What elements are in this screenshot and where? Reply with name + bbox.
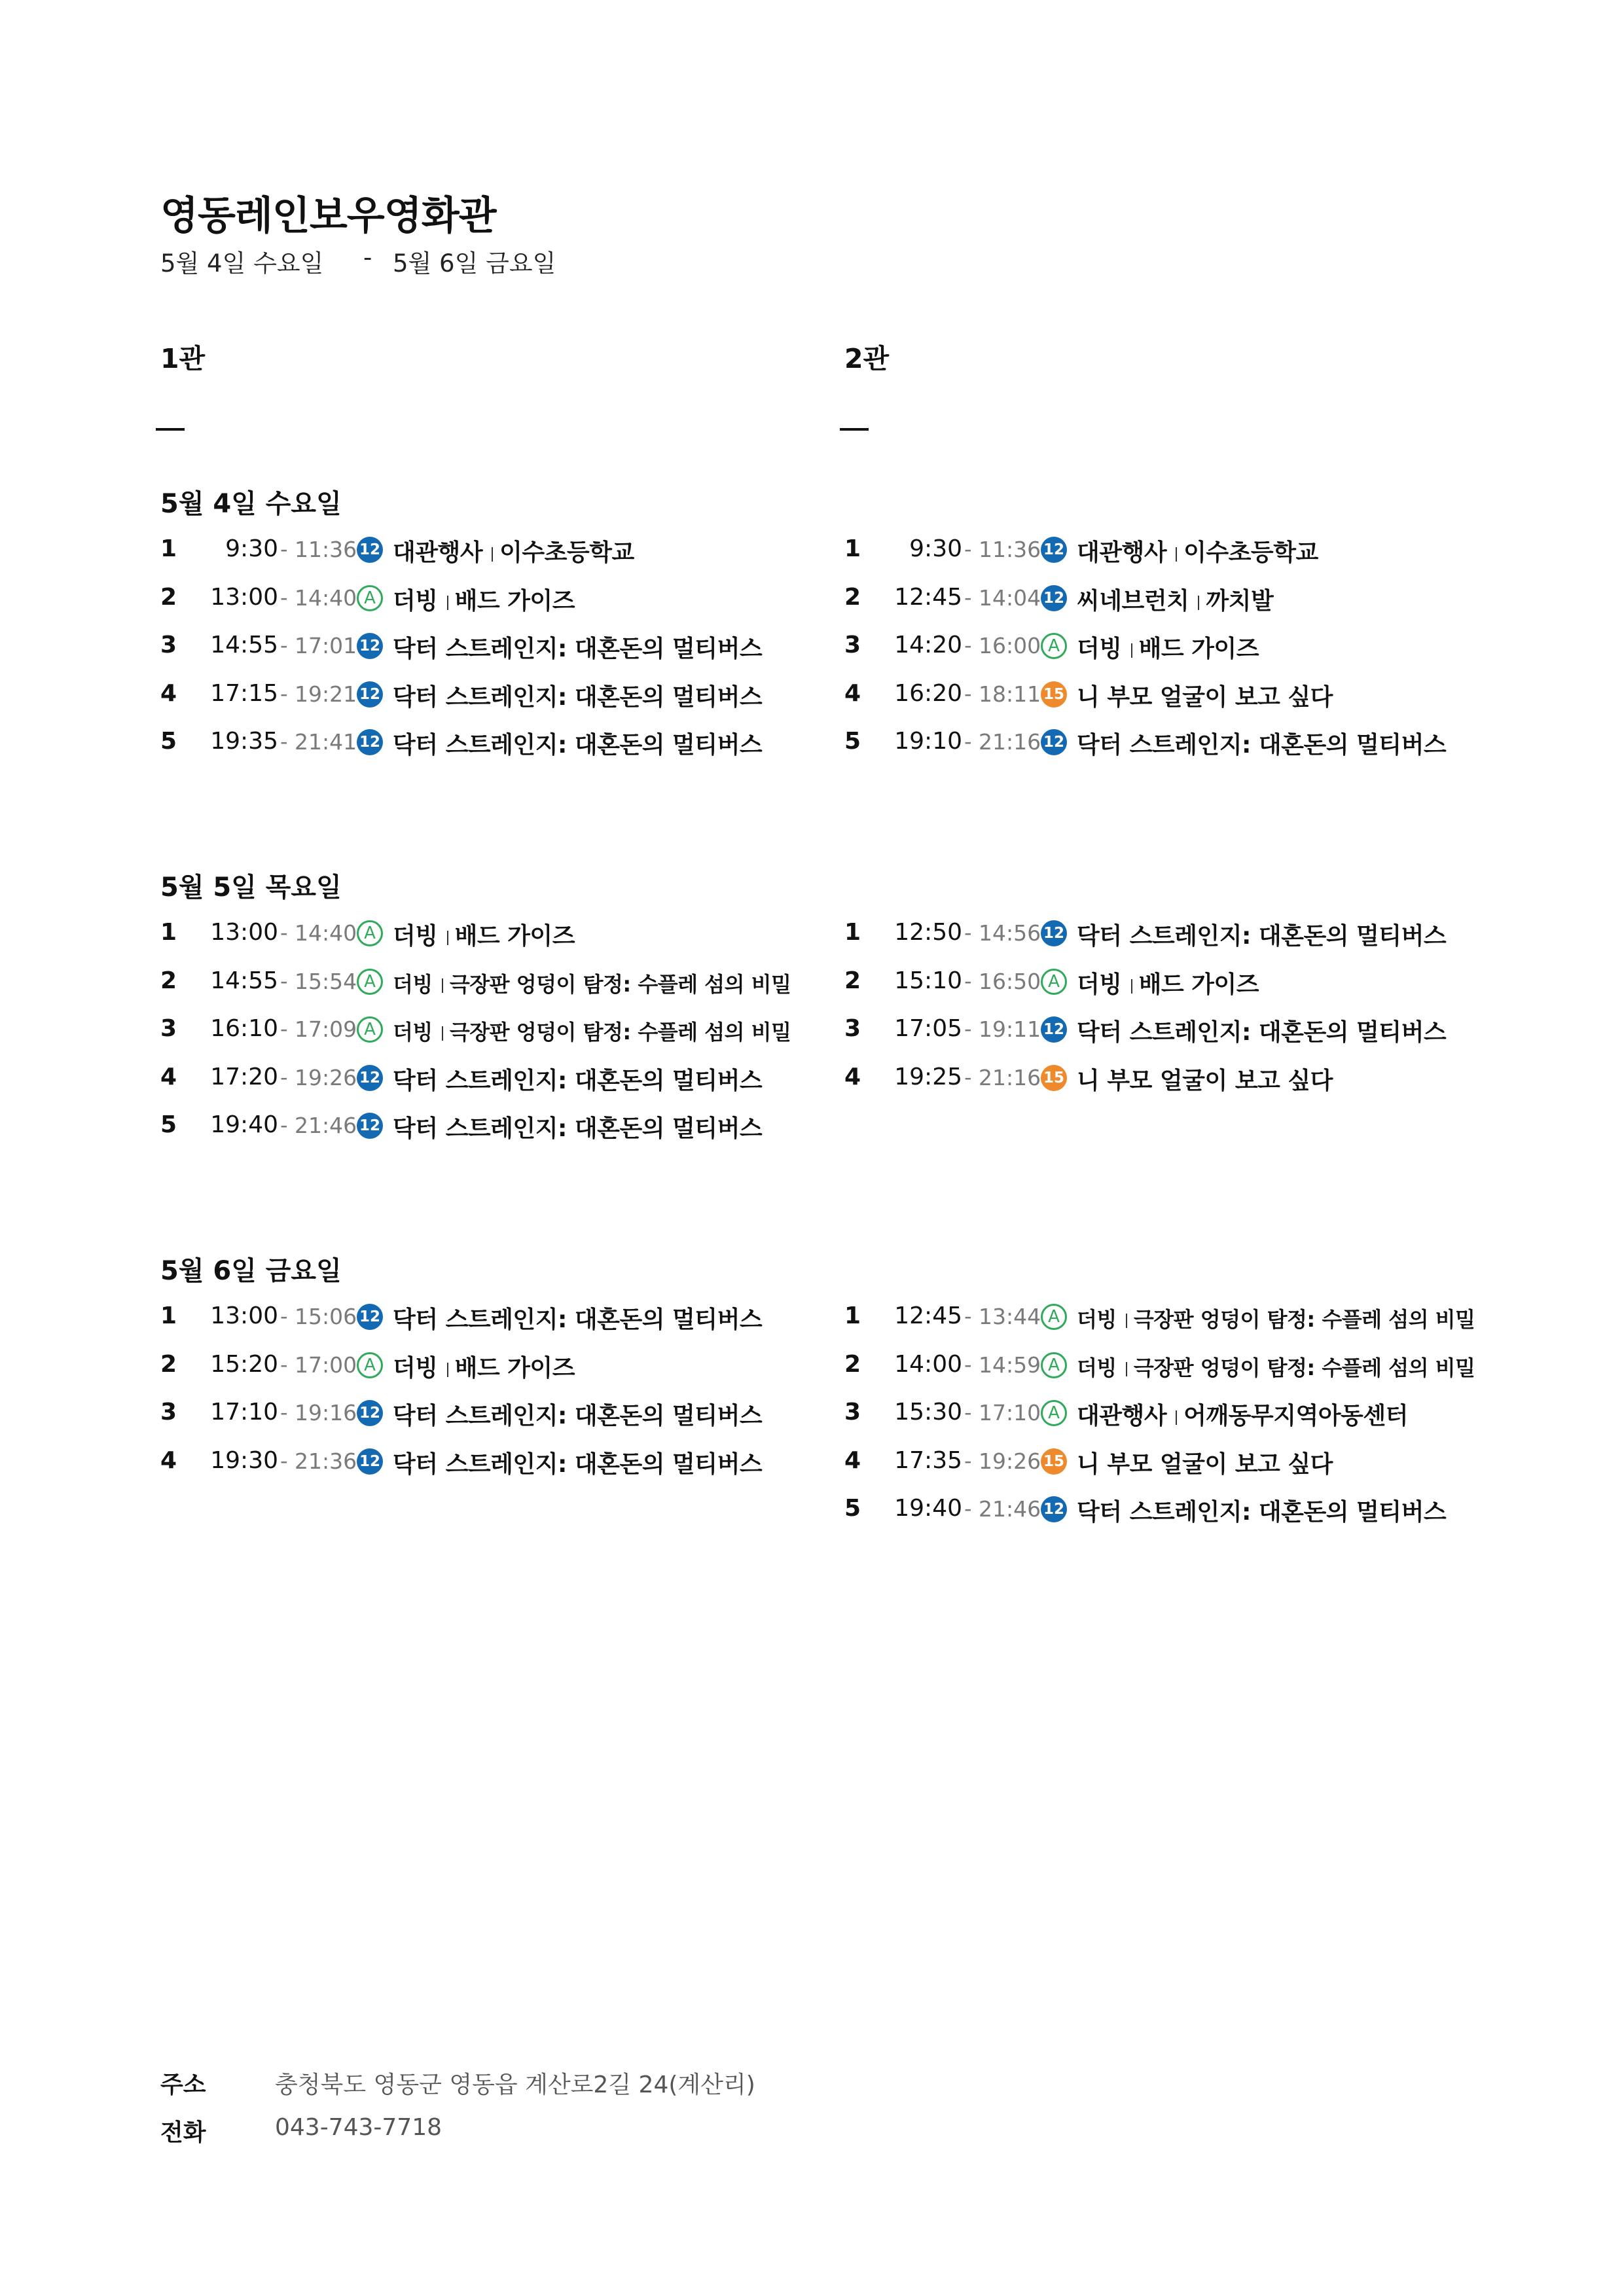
time-separator: - xyxy=(964,633,972,658)
time-separator: - xyxy=(280,1400,288,1425)
film-title xyxy=(1077,1397,1408,1431)
divider xyxy=(1176,1410,1177,1425)
end-time: 19:26 xyxy=(979,1448,1041,1474)
end-time: 17:09 xyxy=(295,1016,357,1042)
start-time: 17:05 xyxy=(894,1015,962,1042)
rating-badge-icon: A xyxy=(357,969,383,995)
rating-badge-icon: A xyxy=(1041,1304,1067,1330)
end-time: 17:01 xyxy=(295,633,357,658)
time-separator: - xyxy=(964,537,972,562)
film-title xyxy=(393,1110,762,1143)
screening-number: 5 xyxy=(844,1495,861,1522)
film-name: 더빙 xyxy=(393,923,438,950)
time-separator: - xyxy=(280,729,288,754)
start-time: 13:00 xyxy=(210,1302,278,1329)
date-start: 5월 4일 수요일 xyxy=(160,249,324,278)
rating-badge-icon: 12 xyxy=(357,1065,383,1091)
screening-number: 2 xyxy=(160,1350,177,1378)
end-time: 21:46 xyxy=(295,1113,357,1138)
end-time: 17:00 xyxy=(295,1352,357,1378)
film-name: 대관행사 xyxy=(393,539,483,566)
page-title: 영동레인보우영화관 xyxy=(160,193,496,239)
film-title xyxy=(393,583,575,616)
film-name: 닥터 스트레인지: 대혼돈의 멀티버스 xyxy=(1077,1019,1447,1046)
film-subtitle: 까치발 xyxy=(1206,587,1274,615)
end-time: 14:59 xyxy=(979,1352,1041,1378)
film-title xyxy=(393,1016,791,1046)
time-separator: - xyxy=(280,1064,288,1090)
time-separator: - xyxy=(280,1016,288,1041)
start-time: 17:15 xyxy=(210,679,278,707)
film-subtitle: 배드 가이즈 xyxy=(454,1354,575,1382)
rating-badge-icon: 15 xyxy=(1041,1065,1067,1091)
divider xyxy=(447,1363,448,1377)
film-name: 닥터 스트레인지: 대혼돈의 멀티버스 xyxy=(393,1306,763,1333)
film-title xyxy=(1077,534,1318,567)
rating-badge-icon: 12 xyxy=(357,1113,383,1139)
address-value: 충청북도 영동군 영동읍 계산로2길 24(계산리) xyxy=(275,2072,755,2098)
time-separator: - xyxy=(280,633,288,658)
screening-number: 3 xyxy=(844,1015,861,1042)
time-separator: - xyxy=(280,1113,288,1138)
divider xyxy=(1198,596,1199,610)
film-subtitle: 극장판 엉덩이 탐정: 수플레 섬의 비밀 xyxy=(1133,1355,1475,1380)
screening-number: 5 xyxy=(160,1111,177,1138)
screening-number: 3 xyxy=(844,1399,861,1426)
end-time: 21:36 xyxy=(295,1448,357,1474)
film-name: 더빙 xyxy=(1077,1307,1117,1332)
end-time: 21:16 xyxy=(979,1064,1041,1090)
rating-badge-icon: 12 xyxy=(1041,1016,1067,1043)
rating-badge-icon: 12 xyxy=(1041,1496,1067,1522)
time-separator: - xyxy=(280,920,288,945)
time-separator: - xyxy=(964,681,972,706)
film-name: 더빙 xyxy=(393,971,433,997)
rating-badge-icon: A xyxy=(1041,969,1067,995)
divider xyxy=(447,931,448,945)
film-name: 니 부모 얼굴이 보고 싶다 xyxy=(1077,683,1333,711)
film-name: 니 부모 얼굴이 보고 싶다 xyxy=(1077,1067,1333,1094)
address-label: 주소 xyxy=(160,2072,206,2098)
film-title xyxy=(1077,679,1333,712)
rating-badge-icon: 15 xyxy=(1041,681,1067,708)
film-title xyxy=(1077,1014,1446,1047)
film-title xyxy=(1077,630,1259,664)
start-time: 9:30 xyxy=(225,535,278,562)
end-time: 13:44 xyxy=(979,1304,1041,1329)
date-end: 5월 6일 금요일 xyxy=(393,249,556,278)
date-separator: - xyxy=(363,243,372,272)
screening-number: 4 xyxy=(160,1063,177,1090)
time-separator: - xyxy=(964,729,972,754)
film-title xyxy=(1077,966,1259,999)
start-time: 9:30 xyxy=(909,535,962,562)
start-time: 14:20 xyxy=(894,632,962,658)
start-time: 13:00 xyxy=(210,583,278,611)
rating-badge-icon: 12 xyxy=(357,1304,383,1330)
film-name: 닥터 스트레인지: 대혼돈의 멀티버스 xyxy=(393,1403,763,1429)
time-separator: - xyxy=(964,920,972,945)
start-time: 17:35 xyxy=(894,1446,962,1474)
end-time: 21:41 xyxy=(295,729,357,755)
end-time: 15:06 xyxy=(295,1304,357,1329)
rating-badge-icon: 12 xyxy=(357,1400,383,1426)
film-title xyxy=(1077,1446,1333,1479)
divider xyxy=(1131,979,1132,994)
rating-badge-icon: 12 xyxy=(1041,729,1067,755)
end-time: 19:21 xyxy=(295,681,357,707)
film-subtitle: 이수초등학교 xyxy=(499,539,634,566)
end-time: 16:00 xyxy=(979,633,1041,658)
film-subtitle: 배드 가이즈 xyxy=(1138,636,1259,662)
screening-number: 2 xyxy=(844,583,861,611)
screening-number: 1 xyxy=(160,535,177,562)
date-range xyxy=(160,243,556,279)
film-subtitle: 극장판 엉덩이 탐정: 수플레 섬의 비밀 xyxy=(1133,1307,1475,1332)
film-title xyxy=(393,630,762,664)
end-time: 14:40 xyxy=(295,920,357,946)
divider xyxy=(447,596,448,610)
end-time: 19:11 xyxy=(979,1016,1041,1042)
film-name: 더빙 xyxy=(1077,971,1122,998)
divider xyxy=(492,547,493,562)
start-time: 16:20 xyxy=(894,679,962,707)
film-title xyxy=(1077,1494,1446,1527)
start-time: 15:10 xyxy=(894,967,962,994)
screening-number: 2 xyxy=(844,1350,861,1378)
film-subtitle: 이수초등학교 xyxy=(1183,539,1318,566)
film-subtitle: 어깨동무지역아동센터 xyxy=(1183,1403,1408,1429)
film-title xyxy=(393,1397,762,1431)
screening-number: 5 xyxy=(160,728,177,755)
time-separator: - xyxy=(964,1496,972,1521)
day-heading: 5월 5일 목요일 xyxy=(160,872,342,903)
film-title xyxy=(393,679,762,712)
screening-number: 3 xyxy=(160,632,177,658)
film-title xyxy=(1077,1062,1333,1096)
film-title xyxy=(393,918,575,951)
film-title xyxy=(1077,583,1273,616)
film-title xyxy=(1077,1352,1475,1382)
rating-badge-icon: 12 xyxy=(357,537,383,563)
end-time: 14:40 xyxy=(295,584,357,611)
screening-number: 1 xyxy=(844,535,861,562)
film-title xyxy=(393,1062,762,1096)
time-separator: - xyxy=(964,1400,972,1425)
day-heading: 5월 6일 금요일 xyxy=(160,1256,342,1286)
time-separator: - xyxy=(280,1352,288,1377)
start-time: 19:40 xyxy=(894,1495,962,1522)
start-time: 12:45 xyxy=(894,583,962,611)
start-time: 13:00 xyxy=(210,919,278,946)
end-time: 19:26 xyxy=(295,1064,357,1090)
time-separator: - xyxy=(964,1448,972,1473)
film-name: 닥터 스트레인지: 대혼돈의 멀티버스 xyxy=(393,1115,763,1142)
film-name: 닥터 스트레인지: 대혼돈의 멀티버스 xyxy=(393,732,763,759)
screening-number: 3 xyxy=(844,632,861,658)
start-time: 19:30 xyxy=(210,1446,278,1474)
rating-badge-icon: 12 xyxy=(1041,585,1067,611)
start-time: 15:30 xyxy=(894,1399,962,1426)
screening-number: 1 xyxy=(844,1302,861,1329)
screening-number: 1 xyxy=(160,1302,177,1329)
start-time: 14:55 xyxy=(210,967,278,994)
film-title xyxy=(1077,1303,1475,1333)
film-name: 씨네브런치 xyxy=(1077,587,1189,615)
rating-badge-icon: 12 xyxy=(1041,920,1067,946)
film-name: 더빙 xyxy=(393,587,438,615)
film-title xyxy=(1077,726,1446,760)
rating-badge-icon: A xyxy=(357,1016,383,1043)
film-name: 더빙 xyxy=(1077,1355,1117,1380)
divider xyxy=(442,1026,443,1041)
film-name: 닥터 스트레인지: 대혼돈의 멀티버스 xyxy=(1077,732,1447,759)
rating-badge-icon: 12 xyxy=(357,1448,383,1475)
start-time: 14:55 xyxy=(210,632,278,658)
rating-badge-icon: A xyxy=(1041,633,1067,659)
time-separator: - xyxy=(964,1304,972,1329)
end-time: 18:11 xyxy=(979,681,1041,707)
screening-number: 3 xyxy=(160,1015,177,1042)
time-separator: - xyxy=(964,1352,972,1377)
start-time: 14:00 xyxy=(894,1350,962,1378)
start-time: 19:10 xyxy=(894,728,962,755)
phone-label: 전화 xyxy=(160,2119,206,2146)
hall-1-dash xyxy=(156,428,185,431)
hall-2-dash xyxy=(840,428,869,431)
film-subtitle: 배드 가이즈 xyxy=(454,923,575,950)
divider xyxy=(442,978,443,993)
time-separator: - xyxy=(280,968,288,994)
screening-number: 1 xyxy=(160,919,177,946)
start-time: 19:40 xyxy=(210,1111,278,1138)
film-name: 더빙 xyxy=(1077,636,1122,662)
day-heading: 5월 4일 수요일 xyxy=(160,489,342,519)
film-name: 대관행사 xyxy=(1077,1403,1167,1429)
rating-badge-icon: 12 xyxy=(357,729,383,755)
time-separator: - xyxy=(964,1064,972,1090)
start-time: 12:50 xyxy=(894,919,962,946)
screening-number: 4 xyxy=(844,1446,861,1474)
start-time: 16:10 xyxy=(210,1015,278,1042)
time-separator: - xyxy=(280,1448,288,1473)
film-title xyxy=(393,1446,762,1479)
film-name: 닥터 스트레인지: 대혼돈의 멀티버스 xyxy=(393,683,763,711)
rating-badge-icon: 12 xyxy=(1041,537,1067,563)
film-subtitle: 배드 가이즈 xyxy=(454,587,575,615)
screening-number: 2 xyxy=(160,967,177,994)
film-name: 닥터 스트레인지: 대혼돈의 멀티버스 xyxy=(393,636,763,662)
screening-number: 4 xyxy=(844,679,861,707)
rating-badge-icon: 12 xyxy=(357,681,383,708)
end-time: 17:10 xyxy=(979,1400,1041,1426)
end-time: 14:04 xyxy=(979,584,1041,611)
time-separator: - xyxy=(280,537,288,562)
divider xyxy=(1176,547,1177,562)
end-time: 11:36 xyxy=(979,537,1041,562)
rating-badge-icon: A xyxy=(1041,1352,1067,1378)
start-time: 19:25 xyxy=(894,1063,962,1090)
rating-badge-icon: A xyxy=(1041,1400,1067,1426)
time-separator: - xyxy=(280,584,288,610)
film-subtitle: 극장판 엉덩이 탐정: 수플레 섬의 비밀 xyxy=(449,971,791,997)
end-time: 14:56 xyxy=(979,920,1041,946)
film-name: 닥터 스트레인지: 대혼돈의 멀티버스 xyxy=(1077,1499,1447,1526)
time-separator: - xyxy=(964,968,972,994)
end-time: 19:16 xyxy=(295,1400,357,1426)
screening-number: 4 xyxy=(160,1446,177,1474)
film-name: 닥터 스트레인지: 대혼돈의 멀티버스 xyxy=(393,1450,763,1478)
screening-number: 1 xyxy=(844,919,861,946)
film-title xyxy=(393,1350,575,1383)
rating-badge-icon: 12 xyxy=(357,633,383,659)
film-name: 닥터 스트레인지: 대혼돈의 멀티버스 xyxy=(393,1067,763,1094)
film-title xyxy=(393,534,634,567)
end-time: 11:36 xyxy=(295,537,357,562)
screening-number: 4 xyxy=(160,679,177,707)
rating-badge-icon: A xyxy=(357,585,383,611)
rating-badge-icon: A xyxy=(357,1352,383,1378)
film-name: 더빙 xyxy=(393,1020,433,1045)
rating-badge-icon: A xyxy=(357,920,383,946)
screening-number: 5 xyxy=(844,728,861,755)
film-title xyxy=(393,726,762,760)
divider xyxy=(1126,1362,1127,1376)
film-title xyxy=(393,968,791,998)
time-separator: - xyxy=(280,681,288,706)
time-separator: - xyxy=(964,1016,972,1041)
film-title xyxy=(1077,918,1446,951)
film-name: 대관행사 xyxy=(1077,539,1167,566)
film-name: 더빙 xyxy=(393,1354,438,1382)
end-time: 21:16 xyxy=(979,729,1041,755)
end-time: 16:50 xyxy=(979,968,1041,994)
film-subtitle: 극장판 엉덩이 탐정: 수플레 섬의 비밀 xyxy=(449,1020,791,1045)
start-time: 17:10 xyxy=(210,1399,278,1426)
hall-2-label: 2관 xyxy=(844,343,890,374)
start-time: 12:45 xyxy=(894,1302,962,1329)
film-subtitle: 배드 가이즈 xyxy=(1138,971,1259,998)
film-name: 닥터 스트레인지: 대혼돈의 멀티버스 xyxy=(1077,923,1447,950)
screening-number: 3 xyxy=(160,1399,177,1426)
end-time: 21:46 xyxy=(979,1496,1041,1522)
time-separator: - xyxy=(964,584,972,610)
screening-number: 2 xyxy=(160,583,177,611)
hall-1-label: 1관 xyxy=(160,343,206,374)
phone-value: 043-743-7718 xyxy=(275,2114,442,2141)
end-time: 15:54 xyxy=(295,968,357,994)
start-time: 19:35 xyxy=(210,728,278,755)
rating-badge-icon: 15 xyxy=(1041,1448,1067,1475)
screening-number: 2 xyxy=(844,967,861,994)
divider xyxy=(1131,643,1132,658)
start-time: 15:20 xyxy=(210,1350,278,1378)
time-separator: - xyxy=(280,1304,288,1329)
film-name: 니 부모 얼굴이 보고 싶다 xyxy=(1077,1450,1333,1478)
film-title xyxy=(393,1301,762,1335)
start-time: 17:20 xyxy=(210,1063,278,1090)
divider xyxy=(1126,1314,1127,1328)
screening-number: 4 xyxy=(844,1063,861,1090)
